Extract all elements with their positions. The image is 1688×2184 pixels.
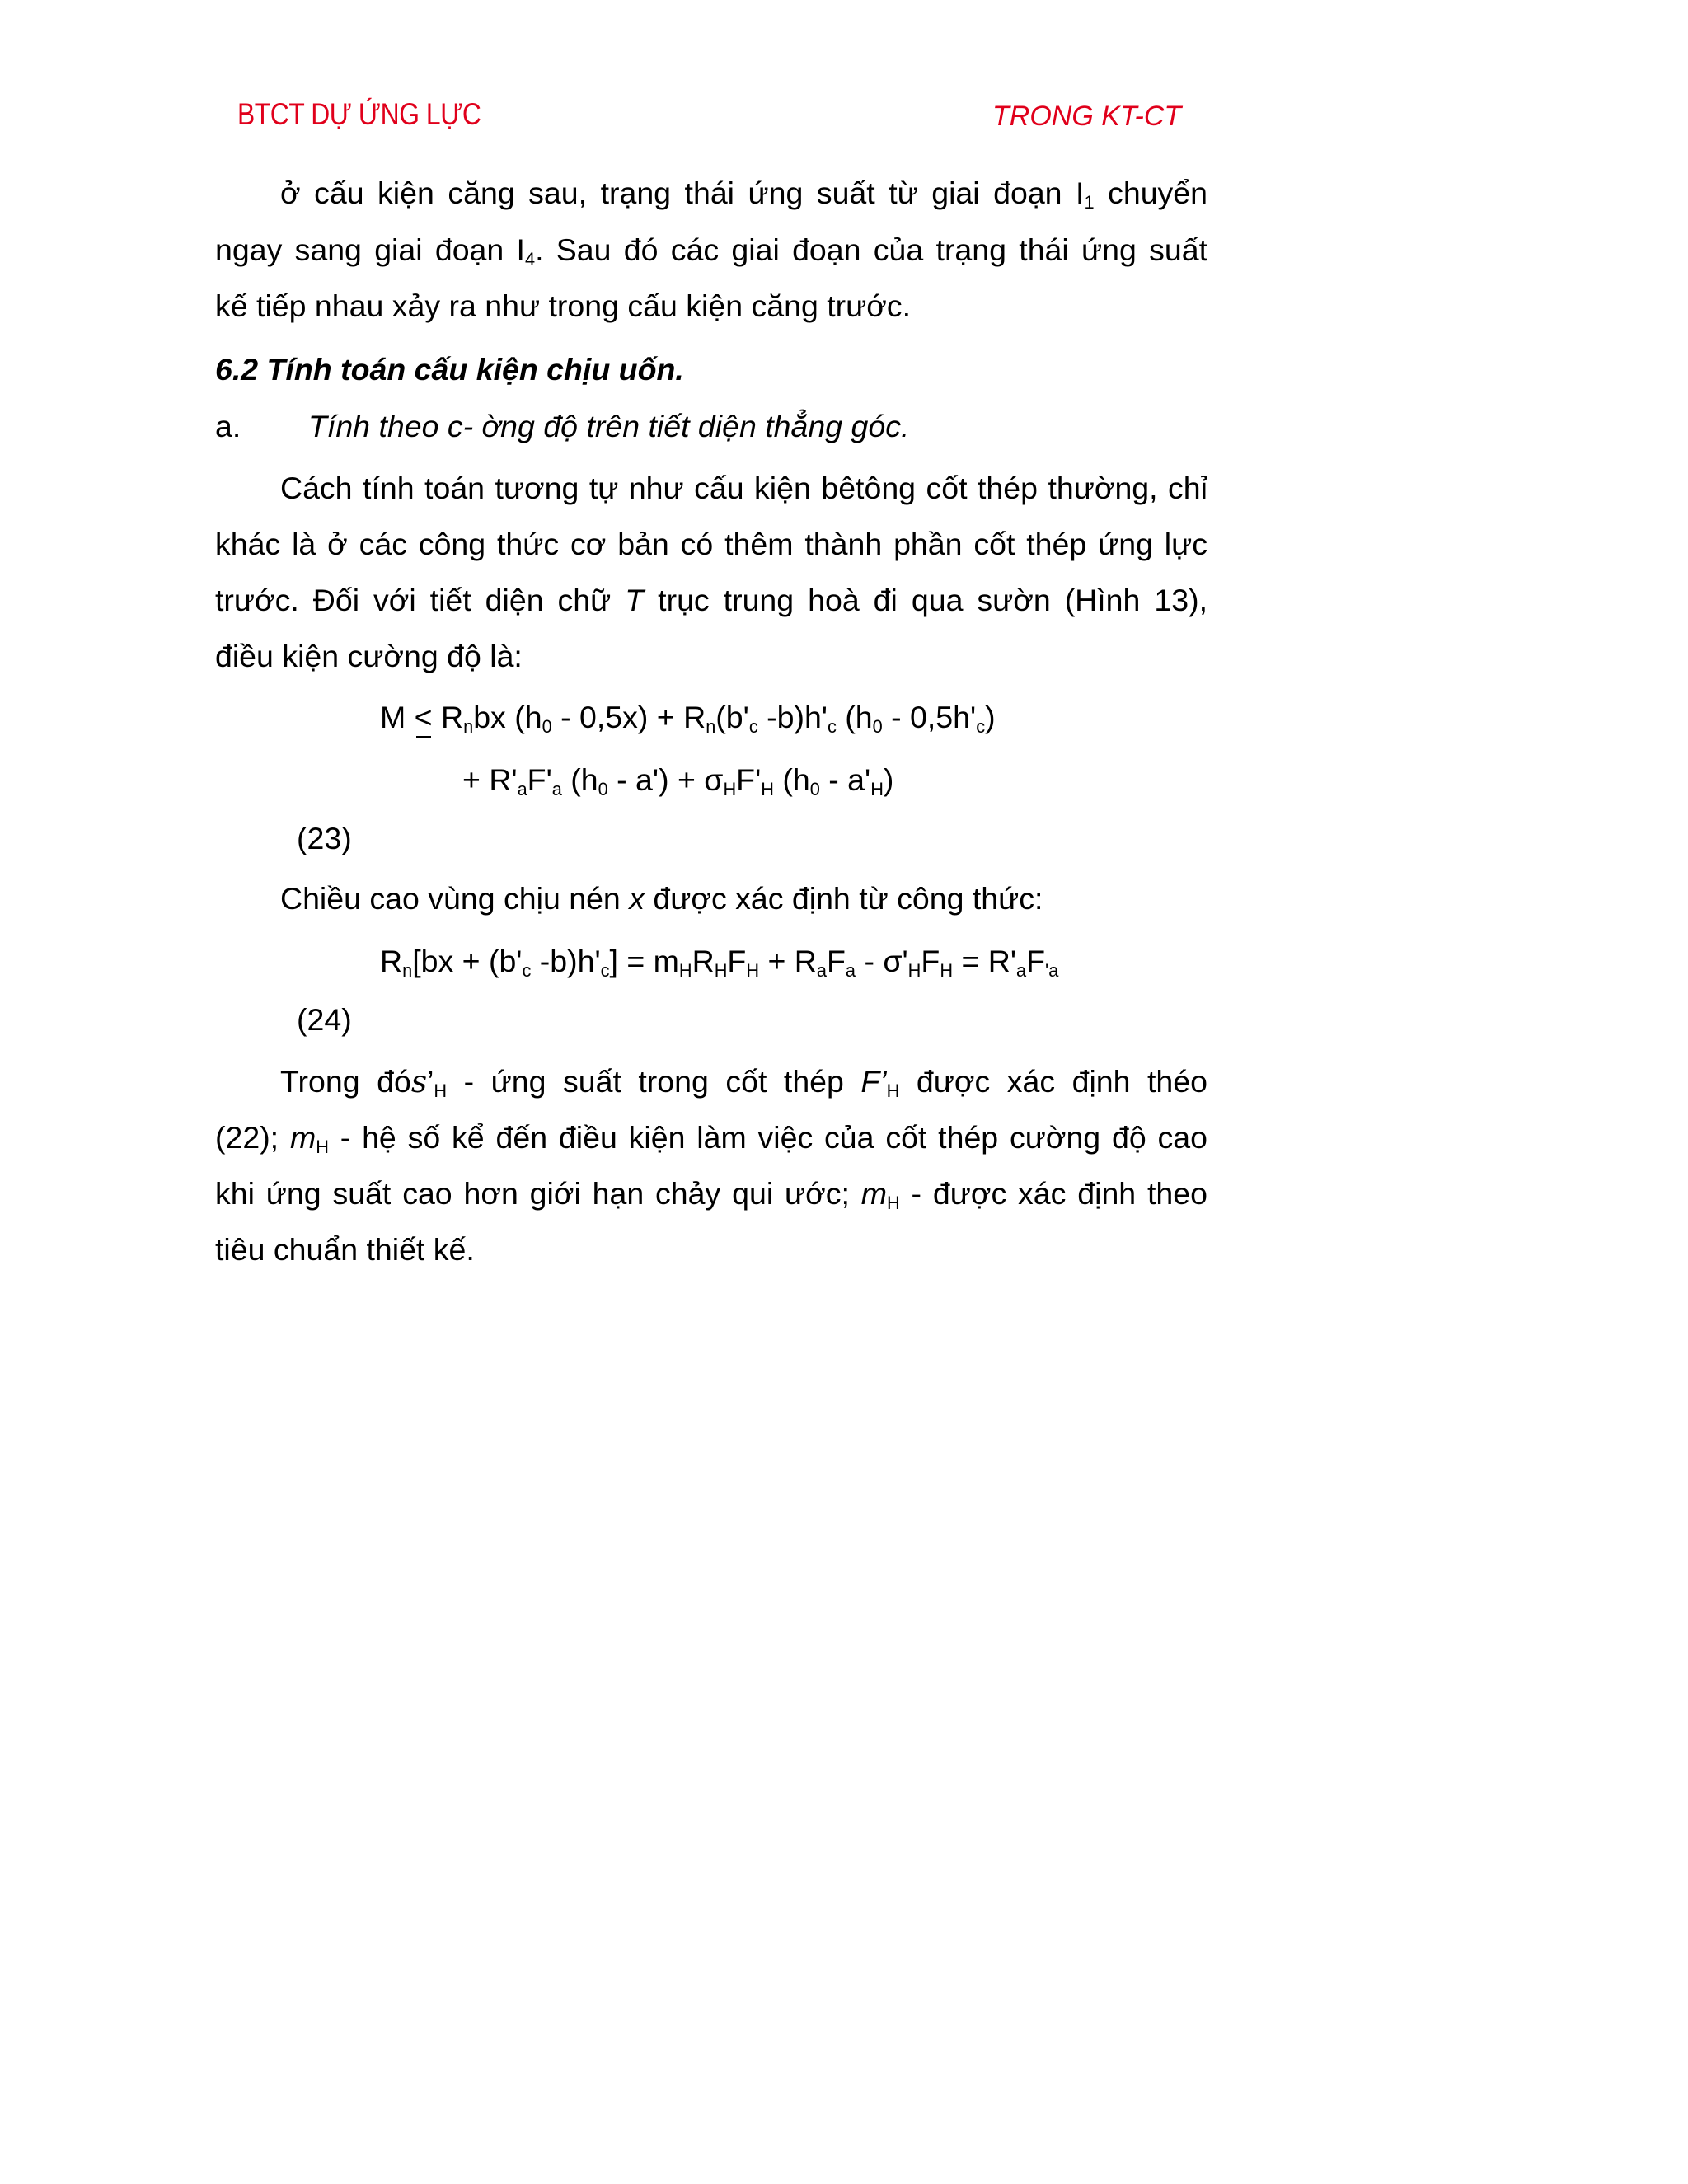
para1-line3: kế tiếp nhau xảy ra như trong cấu kiện căng trước. bbox=[215, 288, 912, 323]
subsection-title: Tính theo c- ờng độ trên tiết diện thẳng góc. bbox=[308, 409, 910, 443]
equation-23-line1: $M < R_nbx$ $(h_0 - 0,5x) + R_n(b'_c$ $-b)h'_c$ $(h_0 - 0,5h'_c)$ bbox=[380, 700, 996, 738]
para4-line1: Trong $đós’_H$ - ứng suất trong cốt thép $F’_H$ được xác định théo bbox=[280, 1063, 1208, 1102]
para3-line: Chiều cao vùng chịu nén x được xác định từ công thức: bbox=[280, 881, 1043, 916]
header-title-right: TRONG KT-CT bbox=[992, 101, 1182, 132]
para1-line1: ở cấu kiện căng sau, trạng thái ứng suất từ giai đoạn $I_1$ chuyển bbox=[280, 176, 1208, 213]
equation-24-number: (24) bbox=[297, 1002, 352, 1037]
subsection-label: a. bbox=[215, 409, 241, 443]
equation-24: $R_n[bx + (b'_c$ $-b)h'_c] = m_HR_HF_H + R_aF_a - \sigma'_HF_H = R'_aF_{'a}$ bbox=[380, 944, 1059, 982]
para2-line1: Cách tính toán tương tự như cấu kiện bêtông cốt thép thường, chỉ bbox=[280, 471, 1207, 505]
para2-line3: trước. Đối với tiết diện chữ T trục trung hoà đi qua sườn (Hình 13), bbox=[215, 583, 1207, 617]
equation-23-line2: + $R'_aF'_a$ $(h_0 - a') + \sigma_HF'_H$ $(h_0 - a'_H)$ bbox=[462, 762, 894, 800]
section-heading: 6.2 Tính toán cấu kiện chịu uốn. bbox=[215, 352, 684, 387]
para4-line3: khi ứng suất cao hơn giới hạn chảy qui ước; $m_H$ - được xác định theo bbox=[215, 1176, 1207, 1214]
para2-line2: khác là ở các công thức cơ bản có thêm thành phần cốt thép ứng lực bbox=[215, 527, 1207, 561]
para2-line4: điều kiện cường độ là: bbox=[215, 639, 523, 673]
equation-23-number: (23) bbox=[297, 821, 352, 855]
para4-line4: tiêu chuẩn thiết kế. bbox=[215, 1232, 475, 1267]
para4-line2: (22); $m_H$ - hệ số kể đến điều kiện làm việc của cốt thép cường độ cao bbox=[215, 1120, 1207, 1158]
header-title-left: BTCT DỰ ỨNG LỰC bbox=[237, 97, 481, 131]
para1-line2: ngay sang giai đoạn $I_4$. Sau đó các giai đoạn của trạng thái ứng suất bbox=[215, 232, 1207, 270]
